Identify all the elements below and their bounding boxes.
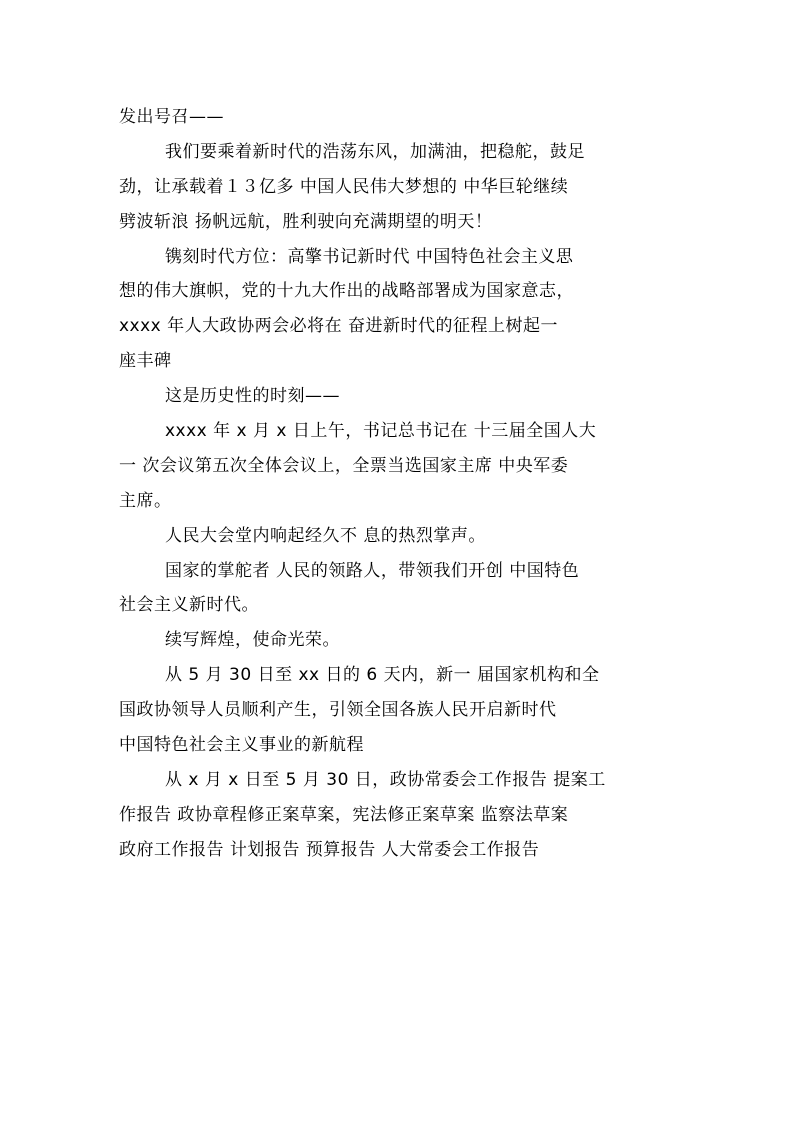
text-line: 从 5 月 30 日至 xx 日的 6 天内，新一 届国家机构和全 (165, 665, 600, 686)
text-line: 劲，让承载着１３亿多 中国人民伟大梦想的 中华巨轮继续 (119, 176, 569, 197)
text-line: 一 次会议第五次全体会议上，全票当选国家主席 中央军委 (119, 455, 569, 476)
body-text (119, 100, 679, 868)
text-line: 作报告 政协章程修正案草案，宪法修正案草案 监察法草案 (119, 804, 569, 825)
text-line: 想的伟大旗帜，党的十九大作出的战略部署成为国家意志， (119, 281, 574, 302)
text-line: 镌刻时代方位：高擎书记新时代 中国特色社会主义思 (165, 246, 574, 267)
text-line: 国家的掌舵者 人民的领路人，带领我们开创 中国特色 (165, 560, 580, 581)
text-line: xxxx 年人大政协两会必将在 奋进新时代的征程上树起一 (119, 316, 559, 337)
text-line: 这是历史性的时刻—— (165, 386, 340, 407)
text-line: 座丰碑 (119, 351, 172, 372)
text-line: 主席。 (119, 490, 172, 511)
text-line: 人民大会堂内响起经久不 息的热烈掌声。 (165, 525, 486, 546)
text-line: xxxx 年 x 月 x 日上午，书记总书记在 十三届全国人大 (165, 421, 597, 442)
text-line: 国政协领导人员顺利产生，引领全国各族人民开启新时代 (119, 700, 557, 721)
text-line: 发出号召—— (119, 107, 224, 127)
text-line: 续写辉煌，使命光荣。 (165, 630, 340, 651)
text-line: 中国特色社会主义事业的新航程 (119, 735, 364, 756)
text-line: 社会主义新时代。 (119, 595, 259, 616)
text-line: 政府工作报告 计划报告 预算报告 人大常委会工作报告 (119, 839, 540, 860)
text-line: 从 x 月 x 日至 5 月 30 日，政协常委会工作报告 提案工 (165, 769, 606, 790)
text-line: 劈波斩浪 扬帆远航，胜利驶向充满期望的明天！ (119, 211, 493, 232)
text-line: 我们要乘着新时代的浩荡东风，加满油，把稳舵，鼓足 (165, 141, 585, 162)
